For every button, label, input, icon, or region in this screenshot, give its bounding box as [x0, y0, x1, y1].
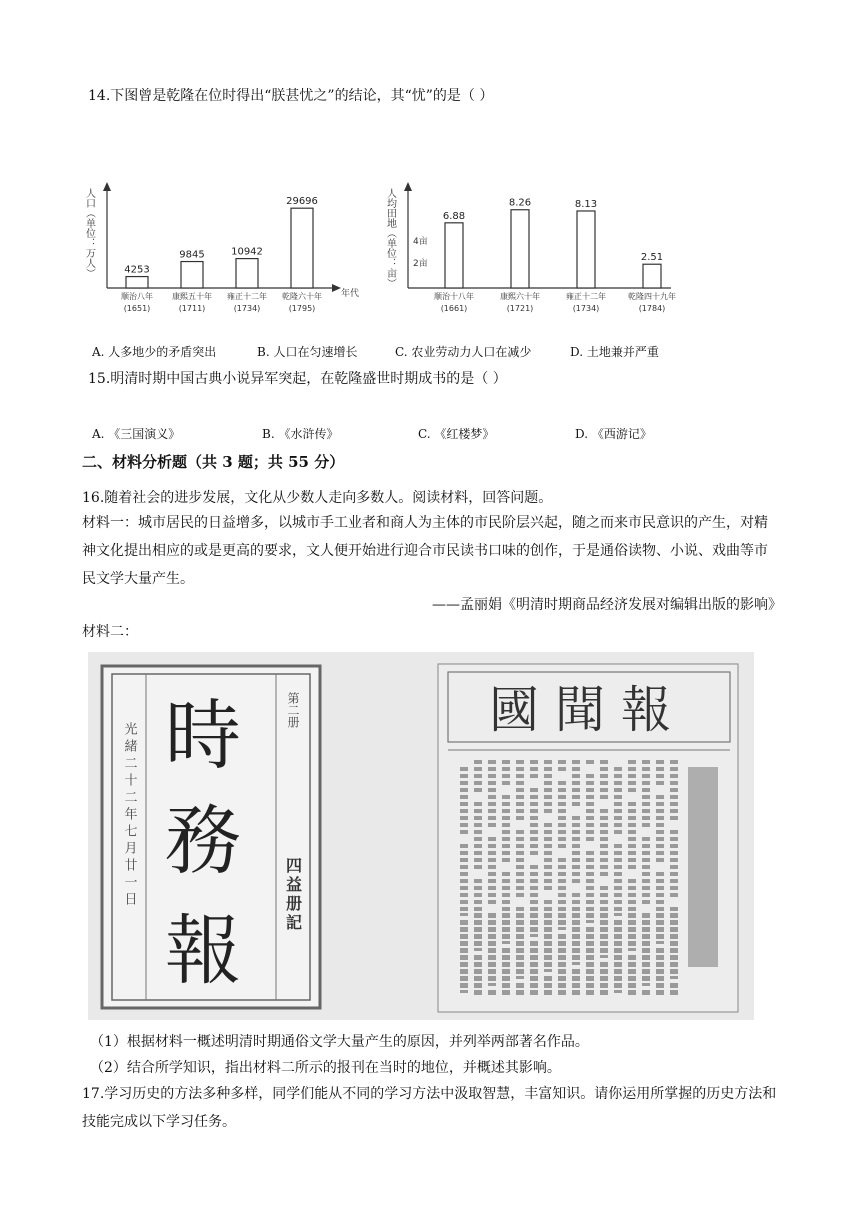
population-category-label-0: 顺治八年 [121, 292, 153, 301]
population-value-label-1: 9845 [179, 249, 205, 261]
shiwubao-date: 光緒二十二年七月廿一日 [121, 722, 137, 909]
population-category-label-3: 乾隆六十年 [282, 292, 322, 301]
population-axis-ylabel: 人口（单位：万人） [83, 188, 95, 278]
land-bar-0 [445, 223, 463, 288]
q14-stem: 14.下图曾是乾隆在位时得出“朕甚忧之”的结论，其“忧”的是（ ） [88, 88, 494, 104]
population-category-year-0: (1651) [123, 304, 151, 313]
shiwubao-char-1: 時 [165, 691, 241, 780]
q16-source: ——孟丽娟《明清时期商品经济发展对编辑出版的影响》 [432, 597, 782, 613]
population-chart [85, 178, 370, 323]
population-axis-xlabel: 年代 [341, 289, 360, 299]
population-value-label-3: 29696 [286, 196, 318, 208]
q14-option-d[interactable]: D. 土地兼并严重 [570, 345, 659, 359]
population-value-label-0: 4253 [124, 264, 150, 276]
land-value-label-3: 2.51 [640, 252, 664, 264]
shiwubao-publisher: 四益册記 [283, 857, 303, 933]
q15-option-b[interactable]: B. 《水浒传》 [262, 427, 339, 441]
q15-option-a[interactable]: A. 《三国演义》 [92, 427, 181, 441]
q16-question-1: （1）根据材料一概述明清时期通俗文学大量产生的原因，并列举两部著名作品。 [90, 1034, 589, 1050]
land-value-label-1: 8.26 [508, 197, 532, 209]
population-category-year-2: (1734) [233, 304, 261, 313]
material2-photo [88, 652, 754, 1020]
land-bar-1 [511, 210, 529, 288]
population-category-year-3: (1795) [288, 304, 316, 313]
q17-stem: 17.学习历史的方法多种多样，同学们能从不同的学习方法中汲取智慧，丰富知识。请你运用所掌握的历史方法和技能完成以下学习任务。 [82, 1086, 777, 1130]
land-bar-3 [643, 264, 661, 288]
population-bar-0 [126, 277, 148, 288]
population-category-label-2: 雍正十二年 [227, 292, 267, 301]
land-category-year-3: (1784) [638, 304, 666, 313]
land-value-label-0: 6.88 [442, 210, 466, 222]
q16-question-2: （2）结合所学知识，指出材料二所示的报刊在当时的地位，并概述其影响。 [90, 1060, 561, 1076]
land-category-year-2: (1734) [572, 304, 600, 313]
q15-option-d[interactable]: D. 《西游记》 [575, 427, 652, 441]
land-category-label-1: 康熙六十年 [500, 292, 540, 301]
population-bar-1 [181, 262, 203, 288]
q14-option-c[interactable]: C. 农业劳动力人口在减少 [395, 345, 532, 359]
land-category-year-1: (1721) [506, 304, 534, 313]
shiwubao-char-3: 報 [165, 906, 241, 995]
q16-material2-label: 材料二： [82, 624, 138, 640]
population-bar-3 [291, 208, 313, 288]
q14-option-a[interactable]: A. 人多地少的矛盾突出 [92, 345, 217, 359]
population-category-label-1: 康熙五十年 [172, 292, 212, 301]
population-value-label-2: 10942 [231, 246, 263, 258]
land-category-label-3: 乾隆四十九年 [628, 292, 676, 301]
land-axis-ylabel: 人均田地（单位：亩） [384, 188, 396, 288]
land-ytick-2: 2亩 [413, 259, 428, 269]
section2-title: 二、材料分析题（共 3 题；共 55 分） [82, 453, 345, 471]
land-category-label-0: 顺治十八年 [434, 292, 474, 301]
q15-stem: 15.明清时期中国古典小说异军突起，在乾隆盛世时期成书的是（ ） [88, 371, 507, 387]
shiwubao-volume: 第二册 [286, 692, 300, 728]
land-value-label-2: 8.13 [574, 198, 598, 210]
q15-option-c[interactable]: C. 《红楼梦》 [418, 427, 495, 441]
q16-stem: 16.随着社会的进步发展，文化从少数人走向多数人。阅读材料，回答问题。 [82, 490, 553, 506]
population-category-year-1: (1711) [178, 304, 206, 313]
land-per-capita-chart [386, 178, 676, 323]
population-bar-2 [236, 259, 258, 288]
guowenbao-title: 國聞報 [489, 681, 687, 739]
shiwubao-char-2: 務 [165, 796, 241, 885]
land-category-year-0: (1661) [440, 304, 468, 313]
q16-material1: 材料一：城市居民的日益增多，以城市手工业者和商人为主体的市民阶层兴起，随之而来市民意识的产生，对精神文化提出相应的或是更高的要求，文人便开始进行迎合市民读书口味的创作，于是通俗读物、小说、戏曲等市民文学大量产生。 [82, 515, 768, 587]
land-ytick-4: 4亩 [413, 237, 428, 247]
q14-option-b[interactable]: B. 人口在匀速增长 [257, 345, 358, 359]
land-category-label-2: 雍正十二年 [566, 292, 606, 301]
land-bar-2 [577, 211, 595, 288]
